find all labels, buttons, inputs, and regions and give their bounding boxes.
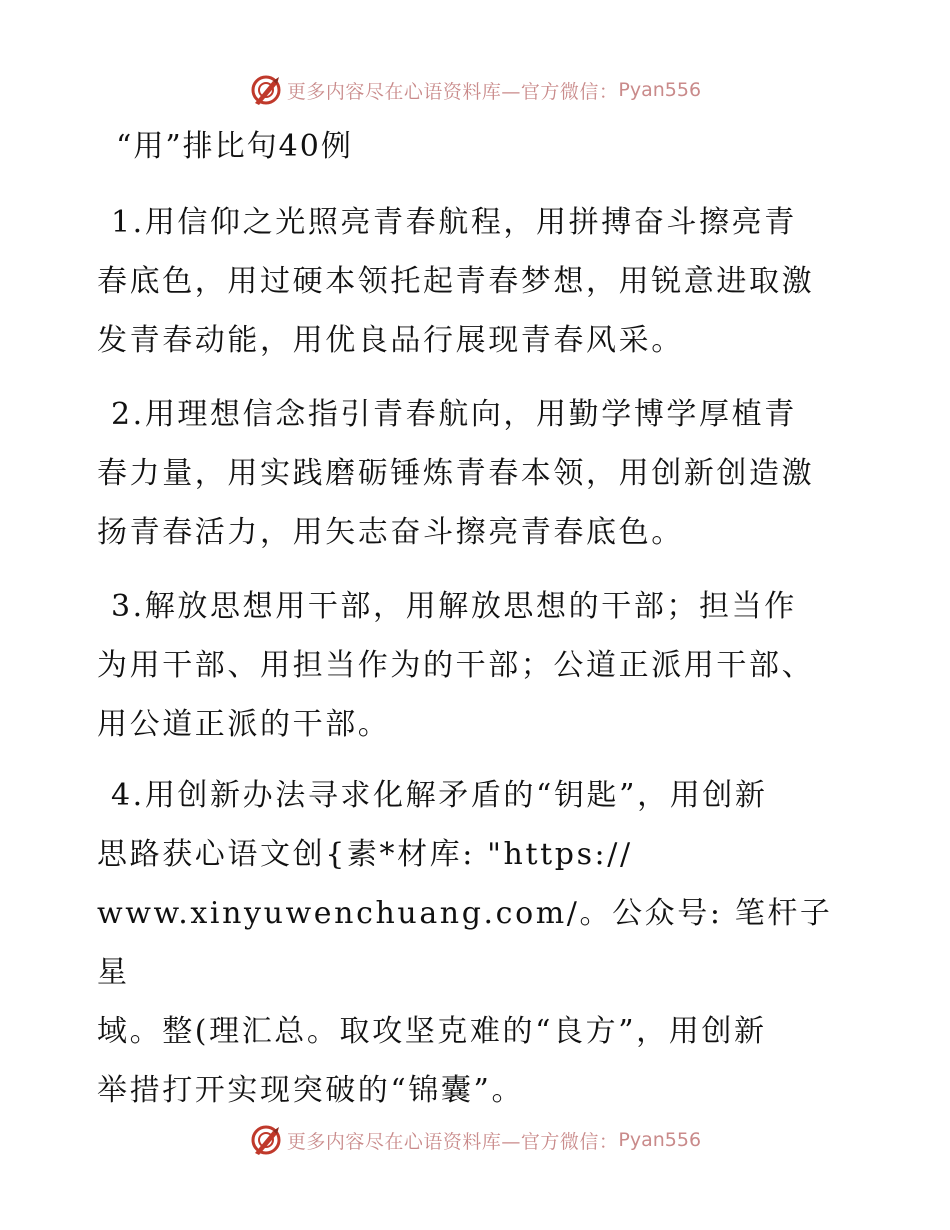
wechat-id: Pyan556: [618, 79, 702, 101]
paragraph-line: 为用干部、用担当作为的干部；公道正派用干部、: [97, 648, 815, 683]
banner-text: 更多内容尽在心语资料库—官方微信：: [286, 80, 619, 103]
paragraph-2: [97, 385, 857, 562]
paragraph-4: [97, 766, 857, 1120]
page-title: “用”排比句40例: [116, 129, 353, 164]
footer-banner: [0, 1120, 950, 1160]
paragraph-line: 域。整(理汇总。取攻坚克难的“良方”，用创新: [97, 1014, 767, 1049]
paragraph-line: 3.解放思想用干部，用解放思想的干部；担当作: [111, 589, 797, 624]
header-banner: [0, 70, 950, 110]
paragraph-line: 2.用理想信念指引青春航向，用勤学博学厚植青: [111, 397, 797, 432]
wechat-id: Pyan556: [618, 1129, 702, 1151]
paragraph-line: 举措打开实现突破的“锦囊”。: [97, 1073, 525, 1108]
paragraph-line: 用公道正派的干部。: [97, 707, 391, 742]
banner-text: 更多内容尽在心语资料库—官方微信：: [286, 1130, 619, 1153]
paragraph-1: [97, 193, 857, 370]
paragraph-3: [97, 577, 857, 754]
paragraph-line: 4.用创新办法寻求化解矛盾的“钥匙”，用创新: [111, 778, 768, 813]
paragraph-line: 扬青春活力，用矢志奋斗擦亮青春底色。: [97, 515, 684, 550]
paragraph-line: 春力量，用实践磨砺锤炼青春本领，用创新创造激: [97, 456, 815, 491]
pen-logo-icon: [249, 73, 283, 107]
paragraph-line: 发青春动能，用优良品行展现青春风采。: [97, 323, 684, 358]
paragraph-line: 春底色，用过硬本领托起青春梦想，用锐意进取激: [97, 264, 815, 299]
pen-logo-icon: [249, 1123, 283, 1157]
paragraph-line: 思路获心语文创{素*材库: "https://: [97, 837, 633, 872]
paragraph-line: 1.用信仰之光照亮青春航程，用拼搏奋斗擦亮青: [111, 205, 797, 240]
paragraph-line: www.xinyuwenchuang.com/。公众号: 笔杆子星: [97, 896, 833, 990]
